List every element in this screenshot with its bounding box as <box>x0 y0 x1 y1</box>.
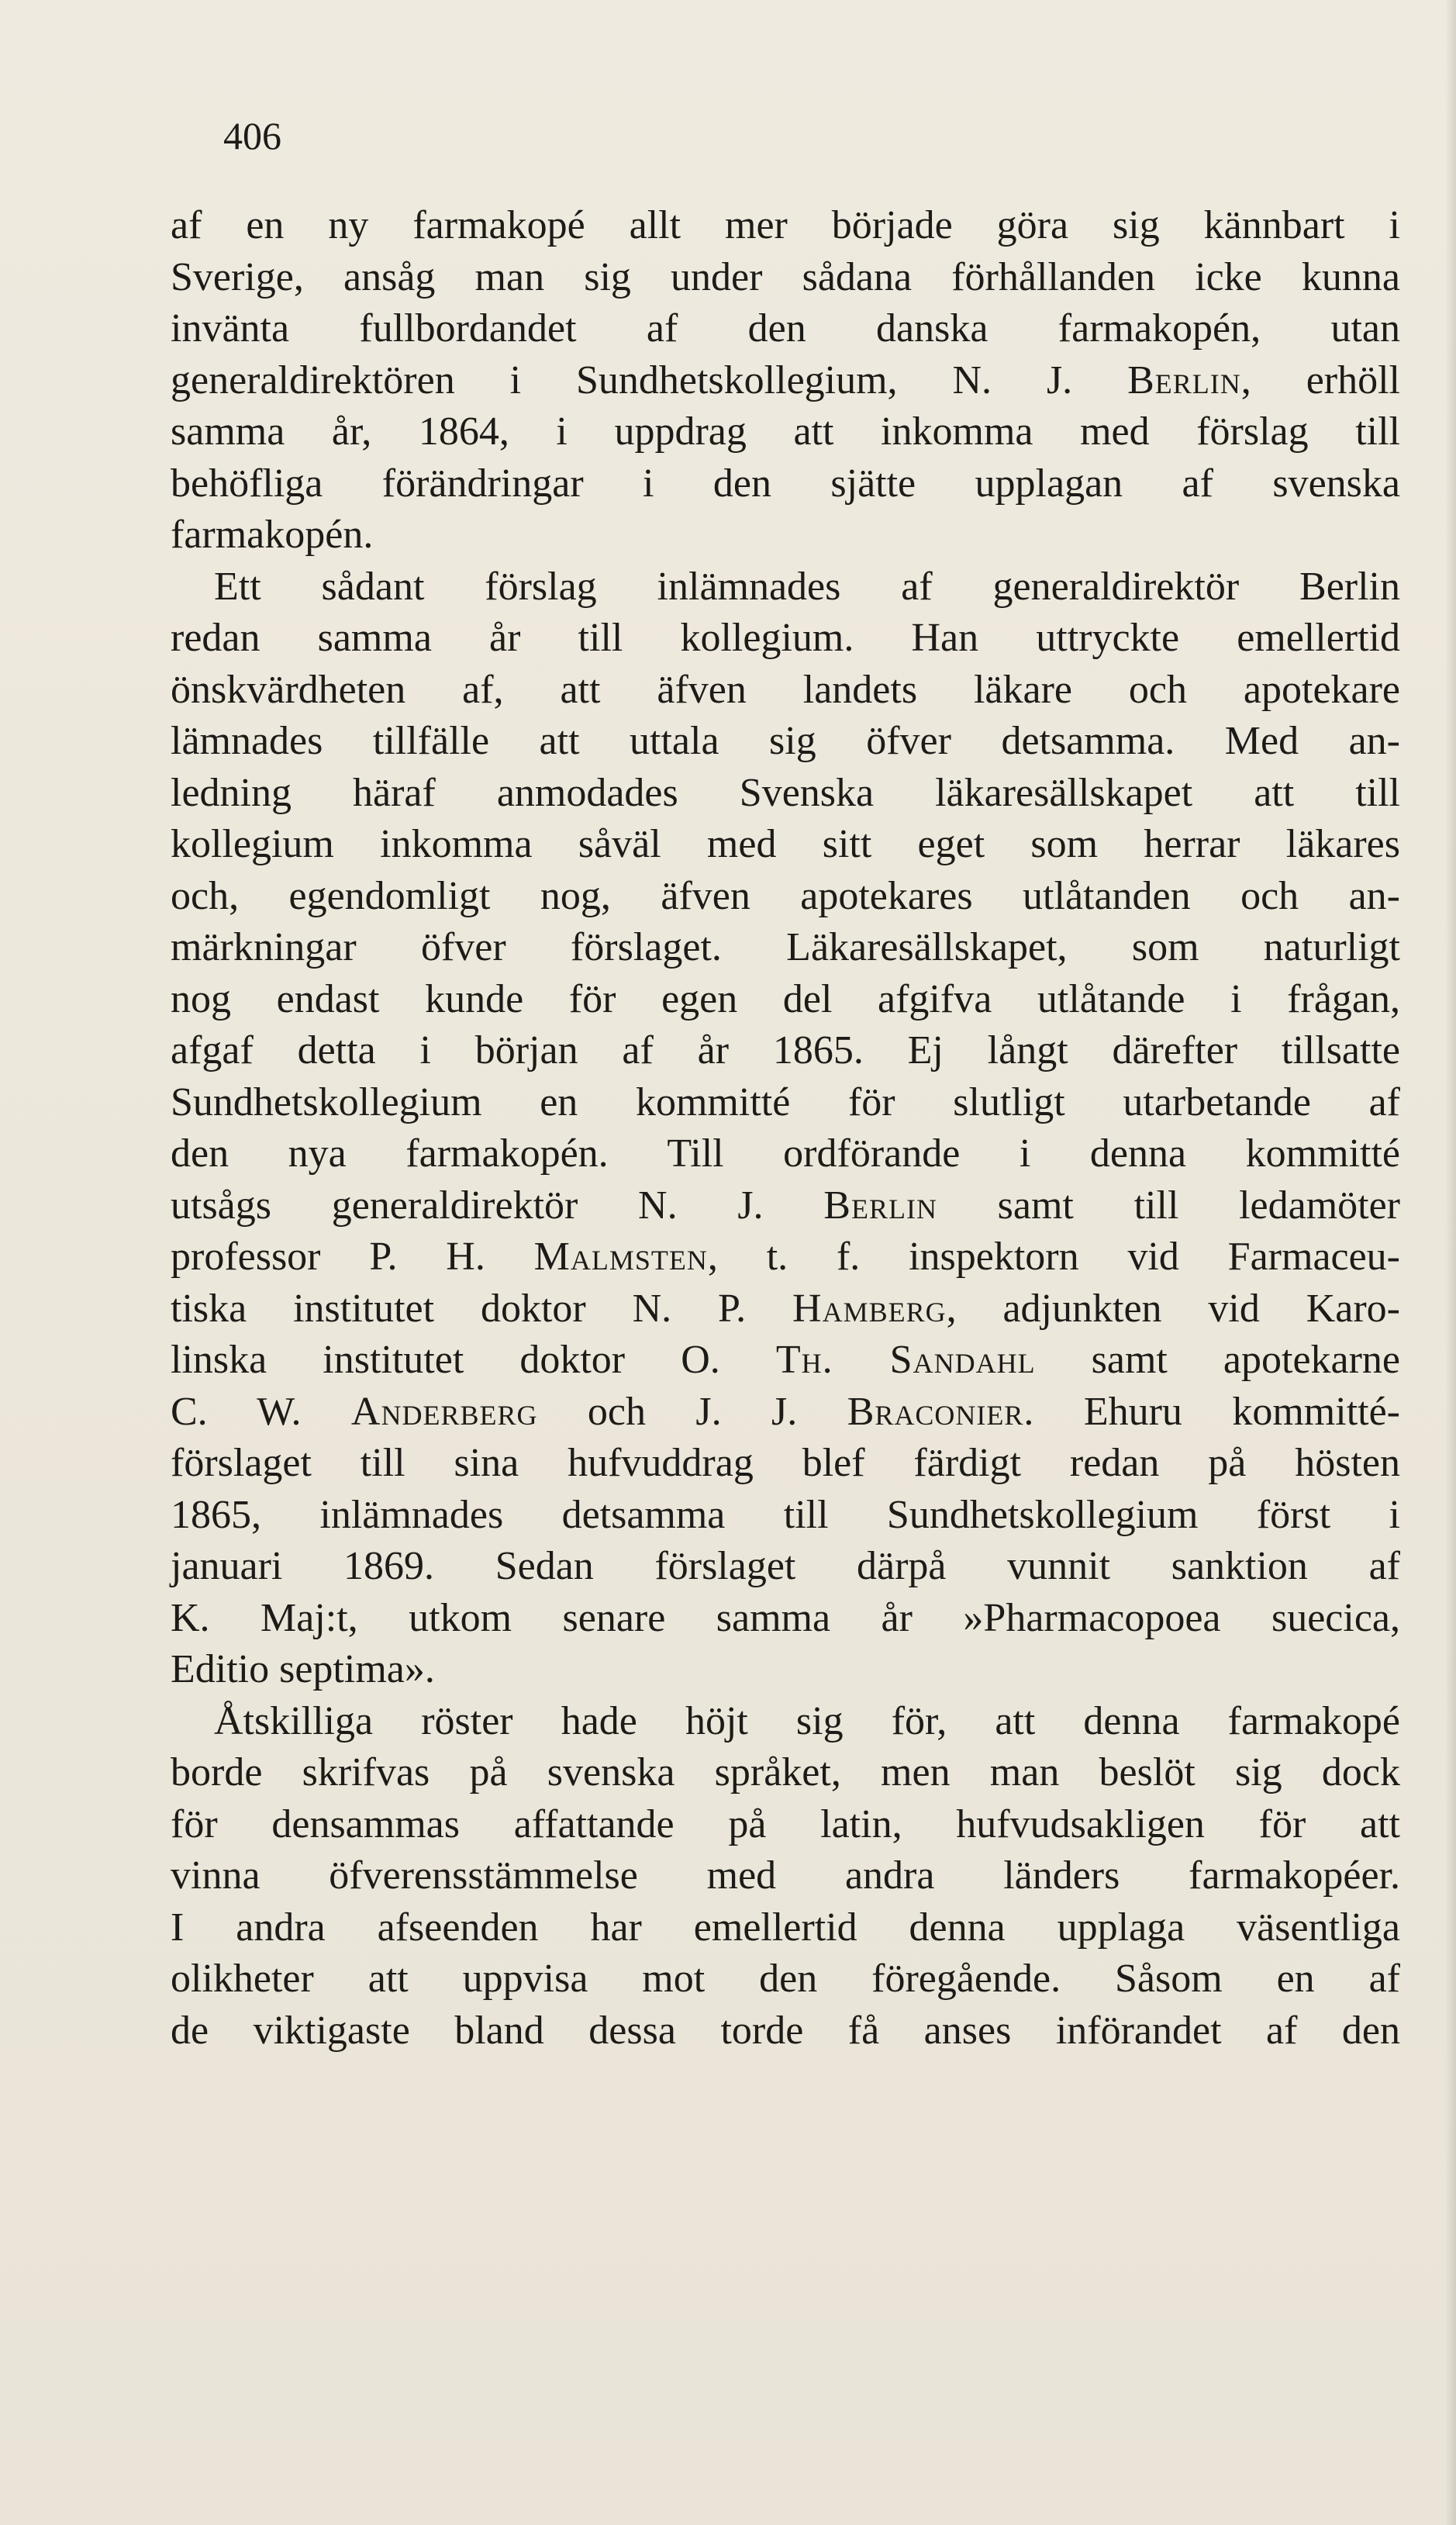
text-segment: , erhöll <box>1240 358 1400 402</box>
text-segment: invänta fullbordandet af den danska farmakopén, utan <box>171 306 1400 351</box>
text-line <box>171 458 1400 510</box>
text-segment: och J. J. <box>537 1389 847 1434</box>
text-line <box>171 1953 1400 2005</box>
body-text <box>171 200 1400 2057</box>
text-segment: behöfliga förändringar i den sjätte upplagan af svenska <box>171 461 1400 506</box>
text-line <box>171 509 1400 561</box>
text-segment: önskvärdheten af, att äfven landets läkare och apotekare <box>171 667 1400 712</box>
text-line <box>171 406 1400 458</box>
text-line <box>171 1231 1400 1283</box>
text-segment: den nya farmakopén. Till ordförande i denna kommitté <box>171 1131 1400 1176</box>
text-segment: Sverige, ansåg man sig under sådana förhållanden icke kunna <box>171 254 1400 299</box>
text-segment: . Ehuru kommitté- <box>1023 1389 1400 1434</box>
text-segment: märkningar öfver förslaget. Läkaresällskapet, som naturligt <box>171 925 1400 969</box>
text-segment: , adjunkten vid Karo- <box>946 1286 1400 1331</box>
text-segment: Sundhetskollegium en kommitté för slutligt utarbetande af <box>171 1079 1400 1124</box>
text-line <box>171 252 1400 304</box>
text-line <box>171 1438 1400 1490</box>
person-name: Braconier <box>847 1389 1024 1434</box>
text-line <box>171 1025 1400 1077</box>
text-line <box>171 355 1400 407</box>
text-segment: redan samma år till kollegium. Han uttryckte emellertid <box>171 616 1400 660</box>
person-name: Malmsten <box>533 1235 708 1279</box>
text-line <box>171 716 1400 768</box>
text-line <box>171 1541 1400 1593</box>
text-line <box>171 974 1400 1026</box>
page-edge-shadow <box>1445 0 1456 2525</box>
text-segment: samt till ledamöter <box>937 1183 1401 1228</box>
person-name: Berlin <box>823 1183 937 1228</box>
text-line <box>171 768 1400 820</box>
text-segment: 1865, inlämnades detsamma till Sundhetskollegium först i <box>171 1492 1400 1537</box>
text-segment: linska institutet doktor O. <box>171 1338 776 1382</box>
text-line <box>171 1283 1400 1335</box>
text-line <box>171 1387 1400 1439</box>
person-name: Hamberg <box>792 1286 947 1331</box>
page-number: 406 <box>223 114 281 157</box>
text-segment: C. W. <box>171 1389 351 1434</box>
text-segment: de viktigaste bland dessa torde få anses införandet af den <box>171 2008 1400 2053</box>
text-segment: januari 1869. Sedan förslaget därpå vunnit sanktion af <box>171 1544 1400 1588</box>
text-segment: utsågs generaldirektör N. J. <box>171 1183 824 1228</box>
text-segment: lämnades tillfälle att uttala sig öfver detsamma. Med an- <box>171 719 1400 763</box>
text-segment: Åtskilliga röster hade höjt sig för, att denna farmakopé <box>214 1698 1400 1743</box>
text-segment: afgaf detta i början af år 1865. Ej långt därefter tillsatte <box>171 1028 1400 1073</box>
text-segment: generaldirektören i Sundhetskollegium, N. J. <box>171 358 1128 402</box>
text-line <box>171 1799 1400 1851</box>
text-segment: olikheter att uppvisa mot den föregående. Såsom en af <box>171 1957 1400 2001</box>
text-segment: Ett sådant förslag inlämnades af generaldirektör Berlin <box>214 564 1400 609</box>
text-segment: samt apotekarne <box>1035 1338 1401 1382</box>
text-line <box>171 1850 1400 1902</box>
text-segment: nog endast kunde för egen del afgifva utlåtande i frågan, <box>171 976 1400 1021</box>
text-line <box>171 1747 1400 1799</box>
text-segment: af en ny farmakopé allt mer började göra sig kännbart i <box>171 203 1400 247</box>
text-segment: och, egendomligt nog, äfven apotekares utlåtanden och an- <box>171 873 1400 918</box>
text-line <box>171 1696 1400 1748</box>
text-segment: farmakopén. <box>171 513 374 557</box>
text-segment: ledning häraf anmodades Svenska läkaresällskapet att till <box>171 770 1400 815</box>
text-line <box>171 2005 1400 2057</box>
text-segment: I andra afseenden har emellertid denna upplaga väsentliga <box>171 1905 1400 1950</box>
text-segment: K. Maj:t, utkom senare samma år »Pharmacopoea suecica, <box>171 1595 1400 1640</box>
text-line <box>171 613 1400 665</box>
person-name: Th. Sandahl <box>775 1338 1036 1382</box>
text-line <box>171 1490 1400 1542</box>
text-line <box>171 1644 1400 1696</box>
text-line <box>171 1902 1400 1954</box>
text-segment: samma år, 1864, i uppdrag att inkomma med förslag till <box>171 409 1400 454</box>
text-line <box>171 922 1400 974</box>
text-line <box>171 1128 1400 1180</box>
text-line <box>171 1180 1400 1232</box>
text-line <box>171 819 1400 871</box>
text-segment: borde skrifvas på svenska språket, men man beslöt sig dock <box>171 1750 1400 1794</box>
text-line <box>171 1335 1400 1387</box>
text-segment: , t. f. inspektorn vid Farmaceu- <box>707 1235 1401 1279</box>
text-line <box>171 561 1400 613</box>
text-segment: tiska institutet doktor N. P. <box>171 1286 793 1331</box>
text-segment: förslaget till sina hufvuddrag blef färdigt redan på hösten <box>171 1441 1400 1485</box>
text-line <box>171 1593 1400 1645</box>
text-line <box>171 871 1400 923</box>
person-name: Anderberg <box>350 1389 538 1434</box>
text-segment: för densammas affattande på latin, hufvudsakligen för att <box>171 1801 1400 1846</box>
text-segment: professor P. H. <box>171 1235 534 1279</box>
text-segment: vinna öfverensstämmelse med andra länders farmakopéer. <box>171 1853 1400 1898</box>
text-line <box>171 665 1400 717</box>
person-name: Berlin <box>1127 358 1241 402</box>
text-line <box>171 303 1400 355</box>
text-line <box>171 1077 1400 1129</box>
text-segment: kollegium inkomma såväl med sitt eget som herrar läkares <box>171 822 1400 866</box>
text-line <box>171 200 1400 252</box>
text-segment: Editio septima». <box>171 1647 435 1691</box>
